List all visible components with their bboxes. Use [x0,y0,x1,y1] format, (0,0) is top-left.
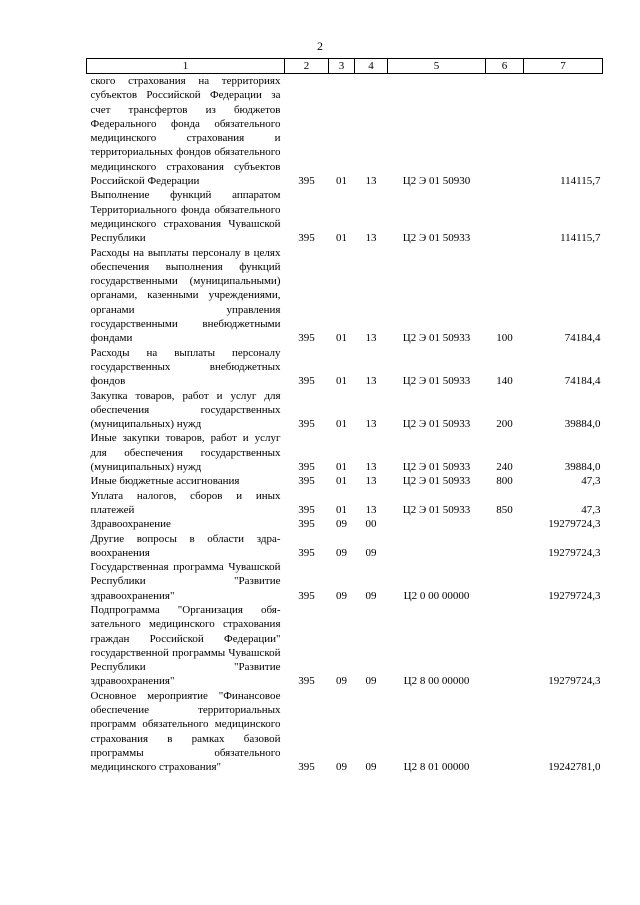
row-csr: Ц2 Э 01 50933 [402,232,471,245]
row-name: Расходы на выплаты персоналу государственных внебюджетных фондов [90,346,281,388]
table-row [87,517,603,531]
row-name: Другие вопросы в области здравоохранения [90,532,281,559]
row-gr: 395 [298,418,315,431]
row-rz: 01 [336,375,347,388]
row-name: Выполнение функций аппаратом Территориального фонда обязательного медицинского страхования Чувашской Республики [90,189,281,245]
row-pr: 09 [365,546,377,559]
row-vr: 800 [496,475,513,488]
row-sum: 39884,0 [564,461,601,474]
row-csr [388,517,486,531]
row-pr: 00 [365,518,377,531]
column-header: 4 [355,59,388,74]
page-number: 2 [317,39,323,53]
row-rz: 01 [336,332,347,345]
row-pr: 13 [365,418,377,431]
row-gr: 395 [298,375,315,388]
table-row [87,389,603,432]
row-csr: Ц2 Э 01 50933 [402,375,471,388]
budget-table [86,58,603,775]
table-row [87,346,603,389]
row-csr: Ц2 Э 01 50933 [402,461,471,474]
row-rz: 01 [336,175,347,188]
row-rz: 01 [336,232,347,245]
table-row [87,74,603,189]
row-name: Иные бюджетные ассигнования [90,475,240,488]
row-csr: Ц2 Э 01 50933 [402,503,471,516]
column-header: 6 [486,59,524,74]
row-name: Закупка товаров, работ и услуг для обеспечения государственных (муниципальных) нужд [90,389,281,431]
row-name: Подпрограмма "Организация обязательного медицинского страхования граждан Российской Федерации" государственной программы Чувашской Республики "Развитие здравоохранения" [90,603,281,688]
row-name: Уплата налогов, сборов и иных платежей [90,489,281,516]
column-header: 7 [524,59,603,74]
table-row [87,489,603,518]
row-gr: 395 [298,518,315,531]
row-vr [486,532,524,561]
row-pr: 13 [365,175,377,188]
row-csr: Ц2 0 00 00000 [403,589,470,602]
row-vr: 850 [496,503,513,516]
row-rz: 01 [336,503,347,516]
row-sum: 47,3 [581,503,601,516]
row-sum: 19279724,3 [548,546,601,559]
row-csr: Ц2 8 00 00000 [403,675,470,688]
row-pr: 13 [365,475,377,488]
row-vr: 100 [496,332,513,345]
row-vr [486,560,524,603]
row-name: ского страхования на территориях субъектов Российской Федерации за счет трансфертов из бюджетов Федерального фонда обязательного медицинского страхования и территориальных фондов обязательного медицинского страхования субъектов Российской Федерации [90,75,281,188]
row-name: Расходы на выплаты персоналу в целях обеспечения выполнения функций государственными (муниципальными) органами, казенными учреждениями, органами управления государственными внебюджетными фондами [90,246,281,345]
row-vr: 200 [496,418,513,431]
table-row [87,532,603,561]
row-gr: 395 [298,461,315,474]
row-rz: 01 [336,461,347,474]
column-header: 2 [285,59,329,74]
row-csr: Ц2 Э 01 50933 [402,332,471,345]
row-gr: 395 [298,589,315,602]
row-sum: 39884,0 [564,418,601,431]
row-vr [486,603,524,689]
row-sum: 19279724,3 [548,518,601,531]
row-pr: 13 [365,375,377,388]
row-name: Основное мероприятие "Финансовое обеспечение территориальных программ обязательного медицинского страхования в рамках базовой программы обязательного медицинского страхования" [90,689,281,774]
row-gr: 395 [298,475,315,488]
row-name: Здравоохранение [90,518,171,531]
row-gr: 395 [298,503,315,516]
row-csr: Ц2 Э 01 50933 [402,418,471,431]
row-pr: 13 [365,332,377,345]
table-row [87,560,603,603]
row-pr: 13 [365,232,377,245]
row-pr: 09 [365,675,377,688]
row-gr: 395 [298,232,315,245]
row-sum: 114115,7 [560,232,601,245]
table-row [87,474,603,488]
row-vr [486,74,524,189]
row-gr: 395 [298,546,315,559]
row-sum: 47,3 [581,475,601,488]
row-rz: 09 [336,675,347,688]
row-rz: 09 [336,518,347,531]
row-sum: 74184,4 [564,375,601,388]
table-row [87,431,603,474]
row-gr: 395 [298,675,315,688]
table-row [87,188,603,245]
row-csr: Ц2 Э 01 50930 [402,175,471,188]
row-vr [486,188,524,245]
row-sum: 74184,4 [564,332,601,345]
row-vr: 240 [496,461,513,474]
row-pr: 09 [365,589,377,602]
table-row [87,246,603,346]
row-name: Государственная программа Чувашской Республики "Развитие здравоохранения" [90,561,281,602]
row-vr: 140 [496,375,513,388]
table-row [87,603,603,689]
row-pr: 13 [365,503,377,516]
row-rz: 09 [336,546,347,559]
row-csr: Ц2 8 01 00000 [403,761,470,774]
column-header: 5 [388,59,486,74]
row-vr [486,689,524,775]
table-header-row [87,59,603,74]
row-sum: 19279724,3 [548,675,601,688]
column-header: 1 [87,59,285,74]
row-rz: 01 [336,418,347,431]
row-rz: 01 [336,475,347,488]
row-gr: 395 [298,332,315,345]
row-sum: 19242781,0 [548,761,601,774]
row-gr: 395 [298,761,315,774]
row-sum: 114115,7 [560,175,601,188]
row-rz: 09 [336,761,347,774]
row-rz: 09 [336,589,347,602]
row-sum: 19279724,3 [548,589,601,602]
row-name: Иные закупки товаров, работ и услуг для обеспечения государственных (муниципальных) нужд [90,432,281,474]
row-vr [486,517,524,531]
row-pr: 13 [365,461,377,474]
row-gr: 395 [298,175,315,188]
row-csr [388,532,486,561]
row-csr: Ц2 Э 01 50933 [402,475,471,488]
row-pr: 09 [365,761,377,774]
column-header: 3 [329,59,355,74]
table-row [87,689,603,775]
